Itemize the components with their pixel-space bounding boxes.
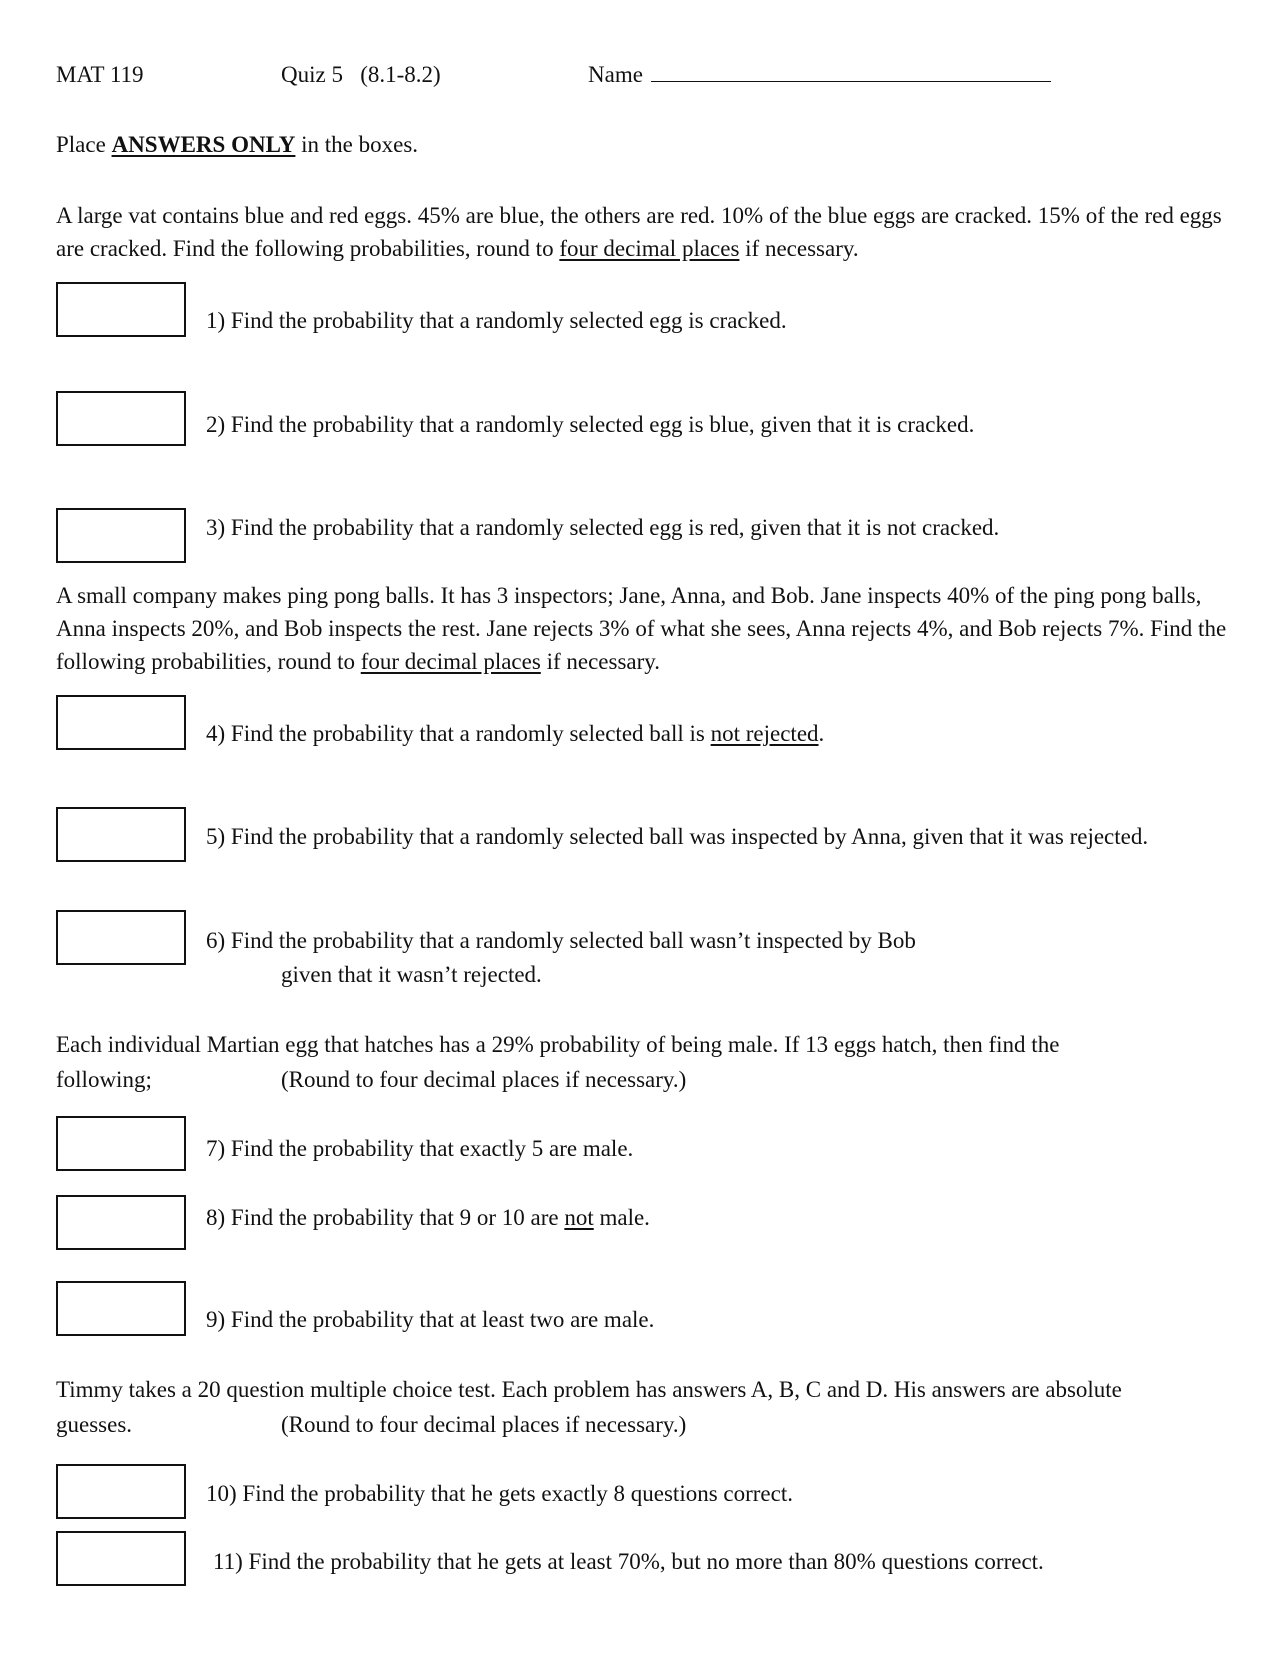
question-2: 2) Find the probability that a randomly selected egg is blue, given that it is cracked.	[206, 412, 975, 437]
question-4-end: .	[818, 721, 825, 746]
instructions-suffix: in the boxes.	[301, 132, 419, 157]
question-4-text: 4) Find the probability that a randomly selected ball is	[206, 721, 705, 746]
section4-rounding-note: (Round to four decimal places if necessary.)	[281, 1412, 687, 1437]
section1-intro-text: A large vat contains blue and red eggs. 45% are blue, the others are red. 10% of the blue eggs are cracked. 15% of the red eggs are cracked. Find the following probabilities, round to	[56, 203, 1222, 261]
section1-rounding-note: four decimal places	[559, 236, 740, 261]
name-field	[588, 58, 1051, 91]
question-8	[206, 1201, 650, 1234]
answer-box-2[interactable]	[56, 391, 186, 446]
question-6-line1: 6) Find the probability that a randomly selected ball wasn’t inspected by Bob	[206, 928, 916, 953]
section4-guesses: guesses.	[56, 1412, 133, 1437]
question-5: 5) Find the probability that a randomly selected ball was inspected by Anna, given that it was rejected.	[206, 824, 1149, 849]
section3-intro-line2	[56, 1063, 152, 1096]
section4-intro-line2	[56, 1408, 132, 1441]
instructions	[56, 128, 418, 161]
answer-box-6[interactable]	[56, 910, 186, 965]
question-8-end: male.	[599, 1205, 650, 1230]
instructions-prefix: Place	[56, 132, 106, 157]
section3-intro-line1: Each individual Martian egg that hatches has a 29% probability of being male. If 13 eggs hatch, then find the	[56, 1032, 1060, 1057]
name-blank-line[interactable]	[651, 59, 1051, 82]
section1-intro-end: if necessary.	[745, 236, 859, 261]
question-4-emphasis: not rejected	[710, 721, 819, 746]
section2-rounding-note: four decimal places	[360, 649, 541, 674]
answer-box-5[interactable]	[56, 807, 186, 862]
question-8-text: 8) Find the probability that 9 or 10 are	[206, 1205, 559, 1230]
question-3: 3) Find the probability that a randomly selected egg is red, given that it is not cracked.	[206, 515, 1000, 540]
answer-box-9[interactable]	[56, 1281, 186, 1336]
question-6-line2: given that it wasn’t rejected.	[281, 962, 542, 987]
section1-intro	[56, 199, 1236, 265]
section2-intro	[56, 579, 1236, 678]
question-8-emphasis: not	[564, 1205, 594, 1230]
section3-rounding-note: (Round to four decimal places if necessary.)	[281, 1067, 687, 1092]
question-4	[206, 717, 824, 750]
answer-box-3[interactable]	[56, 508, 186, 563]
quiz-title	[281, 58, 441, 91]
question-10: 10) Find the probability that he gets exactly 8 questions correct.	[206, 1481, 793, 1506]
section4-intro-line1: Timmy takes a 20 question multiple choice test. Each problem has answers A, B, C and D. His answers are absolute	[56, 1377, 1122, 1402]
section3-following: following;	[56, 1067, 152, 1092]
answer-box-10[interactable]	[56, 1464, 186, 1519]
question-11: 11) Find the probability that he gets at least 70%, but no more than 80% questions correct.	[213, 1549, 1044, 1574]
section2-intro-end: if necessary.	[546, 649, 661, 674]
question-1: 1) Find the probability that a randomly selected egg is cracked.	[206, 308, 787, 333]
answer-box-11[interactable]	[56, 1531, 186, 1586]
question-9: 9) Find the probability that at least two are male.	[206, 1307, 655, 1332]
answer-box-7[interactable]	[56, 1116, 186, 1171]
name-label: Name	[588, 62, 643, 87]
answer-box-4[interactable]	[56, 695, 186, 750]
section2-intro-text: A small company makes ping pong balls. It has 3 inspectors; Jane, Anna, and Bob. Jane inspects 40% of the ping pong balls, Anna inspects 20%, and Bob inspects the rest. Jane rejects 3% of what she sees, Anna rejects 4%, and Bob rejects 7%. Find the following probabilities, round to	[56, 583, 1227, 674]
answer-box-1[interactable]	[56, 282, 186, 337]
question-7: 7) Find the probability that exactly 5 are male.	[206, 1136, 634, 1161]
quiz-sections: (8.1-8.2)	[360, 62, 441, 87]
quiz-number: Quiz 5	[281, 62, 343, 87]
course-code: MAT 119	[56, 62, 144, 87]
instructions-emphasis: ANSWERS ONLY	[111, 132, 296, 157]
answer-box-8[interactable]	[56, 1195, 186, 1250]
